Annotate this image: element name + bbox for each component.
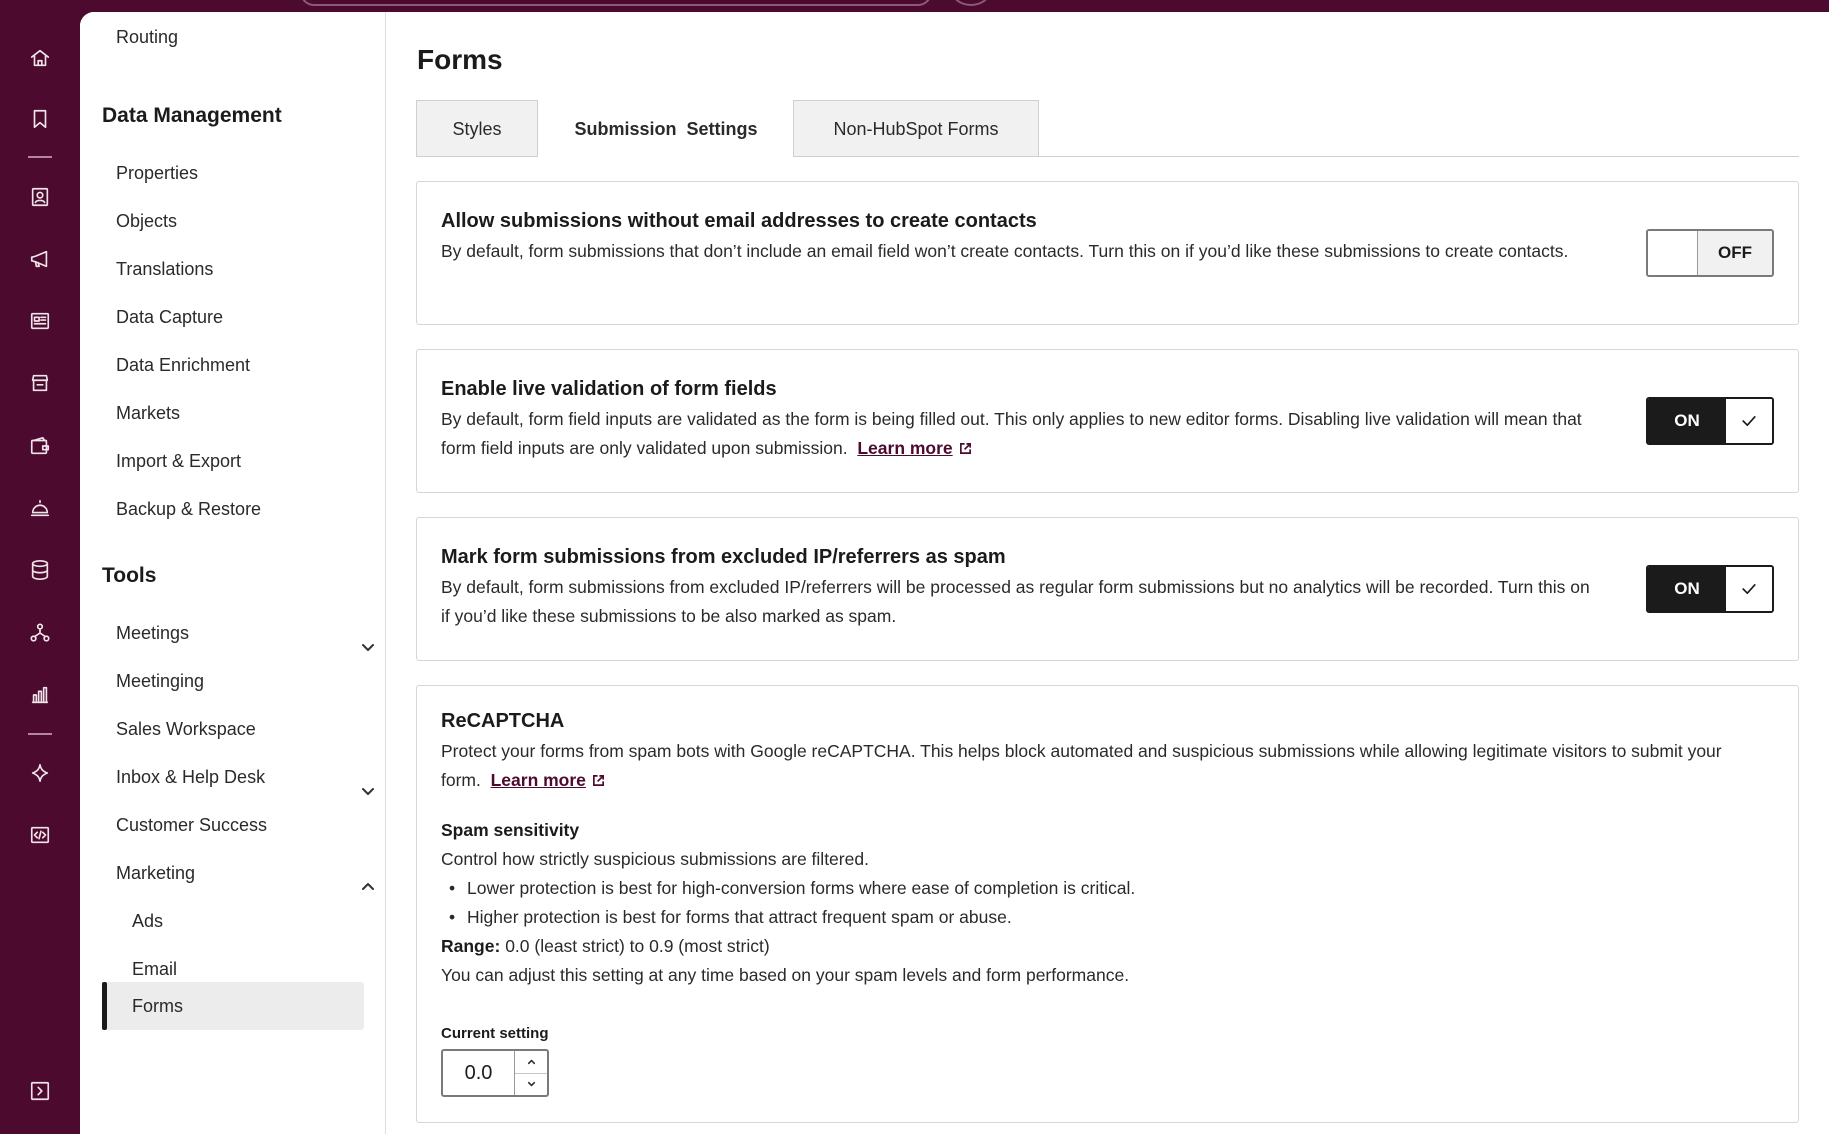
recaptcha-description [441,737,1781,795]
recaptcha-card [416,685,1799,1123]
sidebar-item-label: Meetings [116,623,190,643]
chevron-down-icon [360,769,376,785]
megaphone-icon[interactable] [26,245,54,273]
spam-sensitivity-bullets [441,874,1135,932]
sidebar-item-sales-workspace[interactable]: Sales Workspace [116,719,256,739]
toggle-state-label: OFF [1698,231,1772,275]
tab-non-hubspot-forms[interactable]: Non-HubSpot Forms [793,100,1039,157]
setting-title: Mark form submissions from excluded IP/referrers as spam [441,546,1006,568]
list-item: • Higher protection is best for forms that attract frequent spam or abuse. [441,903,1135,932]
sidebar-item-markets[interactable]: Markets [116,403,181,423]
sidebar-item-label: Inbox & Help Desk [116,767,266,787]
global-search-bar[interactable] [300,0,932,6]
recaptcha-description-text: Protect your forms from spam bots with Google reCAPTCHA. This helps block automated and suspicious submissions while allowing legitimate visitors to submit your form. [441,741,1722,790]
chevron-up-icon[interactable] [515,1051,547,1074]
check-icon [1726,567,1772,611]
spam-sensitivity-stepper[interactable] [441,1049,549,1097]
top-bar [0,0,1829,12]
chevron-down-icon [360,625,376,641]
page-title: Forms [417,44,503,75]
sidebar-active-indicator [102,982,107,1030]
sidebar-item-forms[interactable]: Forms [132,996,183,1016]
setting-description-text: By default, form field inputs are validated as the form is being filled out. This only applies to new editor forms. Disabling live validation will mean that form field inputs are only validated upon submission. [441,409,1582,458]
learn-more-link[interactable]: Learn more [857,438,953,458]
external-link-icon [953,438,972,458]
toggle-state-label: ON [1648,567,1726,611]
setting-title: Enable live validation of form fields [441,378,777,400]
setting-description: By default, form submissions from excluded IP/referrers will be processed as regular form submissions but no analytics will be recorded. Turn this on if you’d like these submissions to be also marked as spam. [441,577,1590,626]
contacts-icon[interactable] [26,183,54,211]
current-setting-label: Current setting [441,1025,549,1042]
tab-bar [416,100,1799,157]
rail-divider [28,156,52,158]
sidebar-item-import-export[interactable]: Import & Export [116,451,242,471]
setting-card-excluded-ip-spam [416,517,1799,661]
chevron-up-icon [360,865,376,881]
chevron-down-icon[interactable] [515,1074,547,1096]
sidebar-item-routing[interactable]: Routing [116,27,179,47]
commerce-icon[interactable] [26,369,54,397]
sparkle-icon[interactable] [26,759,54,787]
list-item: • Lower protection is best for high-conversion forms where ease of completion is critical. [441,874,1135,903]
no-email-contacts-toggle[interactable] [1646,229,1774,277]
spam-sensitivity-heading: Spam sensitivity [441,820,580,840]
live-validation-toggle[interactable] [1646,397,1774,445]
workflow-icon[interactable] [26,619,54,647]
setting-card-live-validation [416,349,1799,493]
bookmark-icon[interactable] [26,105,54,133]
sidebar-item-inbox-help-desk[interactable] [116,753,376,801]
recaptcha-title: ReCAPTCHA [441,710,565,732]
expand-icon[interactable] [26,1077,54,1105]
sidebar-item-backup-restore[interactable]: Backup & Restore [116,499,262,519]
setting-description: By default, form submissions that don’t include an email field won’t create contacts. Turn this on if you’d like these submissions to create contacts. [441,241,1569,261]
sidebar-item-marketing[interactable] [116,849,376,897]
sidebar-item-data-capture[interactable]: Data Capture [116,307,224,327]
sidebar-item-meetings[interactable] [116,609,376,657]
setting-card-no-email-contacts [416,181,1799,325]
sidebar-item-objects[interactable]: Objects [116,211,178,231]
setting-description [441,405,1591,463]
tab-submission-settings[interactable]: Submission Settings [538,100,794,158]
range-text: 0.0 (least strict) to 0.9 (most strict) [505,936,770,956]
reports-icon[interactable] [26,681,54,709]
excluded-ip-spam-toggle[interactable] [1646,565,1774,613]
sidebar-item-translations[interactable]: Translations [116,259,214,279]
sidebar-item-ads[interactable]: Ads [132,911,164,931]
service-bell-icon[interactable] [26,494,54,522]
top-bar-round-button[interactable] [952,0,990,6]
database-icon[interactable] [26,556,54,584]
home-icon[interactable] [26,44,54,72]
sidebar-group-data-management: Data Management [102,104,282,127]
stepper-value[interactable]: 0.0 [443,1051,515,1095]
toggle-state-label: ON [1648,399,1726,443]
rail-divider [28,733,52,735]
tab-styles[interactable]: Styles [416,100,538,157]
toggle-knob [1648,231,1698,275]
sidebar-item-customer-success[interactable]: Customer Success [116,815,268,835]
sidebar-group-tools: Tools [102,564,157,587]
stepper-arrows [515,1051,547,1095]
sidebar-item-email[interactable]: Email [132,959,178,979]
sidebar-item-properties[interactable]: Properties [116,163,199,183]
sidebar-item-meetinging[interactable]: Meetinging [116,671,205,691]
code-icon[interactable] [26,821,54,849]
learn-more-link[interactable]: Learn more [490,770,586,790]
sidebar-item-data-enrichment[interactable]: Data Enrichment [116,355,251,375]
range-line [441,932,770,961]
spam-sensitivity-intro: Control how strictly suspicious submissions are filtered. [441,849,869,869]
range-label: Range: [441,936,501,956]
setting-title: Allow submissions without email addresses to create contacts [441,210,1037,232]
adjust-note: You can adjust this setting at any time based on your spam levels and form performance. [441,965,1130,985]
settings-sidebar [80,12,386,1134]
left-nav-rail [0,0,80,1134]
sidebar-item-label: Marketing [116,863,196,883]
external-link-icon [586,770,605,790]
content-icon[interactable] [26,307,54,335]
check-icon [1726,399,1772,443]
wallet-icon[interactable] [26,432,54,460]
